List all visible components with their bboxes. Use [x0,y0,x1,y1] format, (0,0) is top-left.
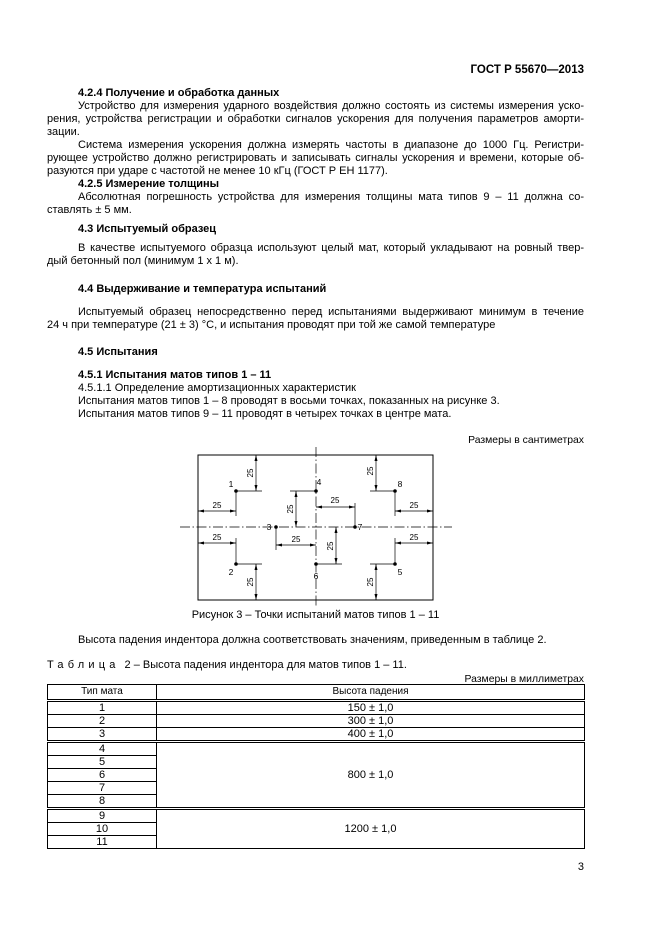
mat-type-cell: 5 [48,756,157,769]
mat-type-cell: 1 [48,701,157,715]
column-header-mat-type: Тип мата [48,685,157,701]
dimension-label: 25 [366,466,375,476]
section-heading: 4.3 Испытуемый образец [78,223,217,235]
dimension-label: 25 [330,496,340,505]
paragraph-line: зации. [47,126,80,138]
test-point-label: 2 [228,567,234,577]
test-point-1 [234,489,238,493]
paragraph-line: рующее устройство должно регистрировать и записывать сигналы ускорения и времени, которые об- [47,152,584,164]
table-header-row [48,685,585,701]
table-row [48,742,585,756]
paragraph-line: Высота падения индентора должна соответствовать значениям, приведенным в таблице 2. [78,634,547,646]
paragraph-line: Испытуемый образец непосредственно перед испытаниями выдерживают минимум в течение [78,306,584,318]
mat-type-cell: 8 [48,795,157,809]
mat-type-cell: 2 [48,715,157,728]
figure-caption: Рисунок 3 – Точки испытаний матов типов 1 – 11 [191,609,440,621]
drop-height-cell: 800 ± 1,0 [157,742,585,809]
column-header-drop-height: Высота падения [157,685,585,701]
test-point-5 [393,562,397,566]
mat-type-cell: 10 [48,823,157,836]
mat-type-cell: 9 [48,809,157,823]
paragraph-line: Система измерения ускорения должна измерять частоты в диапазоне до 1000 Гц. Регистри- [78,139,584,151]
drop-height-cell: 1200 ± 1,0 [157,809,585,849]
table-caption [47,659,584,672]
paragraph-line: ставлять ± 5 мм. [47,204,132,216]
dimension-label: 25 [286,504,295,514]
table-dimensions-note: Размеры в миллиметрах [464,674,584,685]
section-heading: 4.5.1 Испытания матов типов 1 – 11 [78,369,272,381]
test-point-label: 8 [397,479,403,489]
paragraph-line: Абсолютная погрешность устройства для измерения толщины мата типов 9 – 11 должна со- [78,191,584,203]
dimension-label: 25 [409,533,419,542]
dimension-label: 25 [366,577,375,587]
section-heading: 4.2.4 Получение и обработка данных [78,87,280,99]
dimension-label: 25 [291,535,301,544]
drop-height-table [47,684,585,849]
table-row [48,809,585,823]
table-title: 2 – Высота падения индентора для матов типов 1 – 11. [124,659,407,671]
test-point-label: 4 [316,477,322,487]
table-row [48,701,585,715]
paragraph-line: В качестве испытуемого образца используют целый мат, который укладывают на ровный твер- [78,242,584,254]
test-point-label: 5 [397,567,403,577]
mat-type-cell: 3 [48,728,157,742]
test-point-label: 7 [357,522,363,532]
mat-type-cell: 6 [48,769,157,782]
table-row [48,728,585,742]
table-head [48,685,585,701]
test-point-label: 3 [266,522,272,532]
paragraph-line: разуются при ударе с частотой не менее 10 кГц (ГОСТ Р ЕН 1177). [47,165,388,177]
test-point-8 [393,489,397,493]
paragraph-line: дый бетонный пол (минимум 1 х 1 м). [47,255,239,267]
table-row [48,715,585,728]
figure-dimensions-note: Размеры в сантиметрах [468,435,584,446]
test-point-3 [274,525,278,529]
section-heading: 4.4 Выдерживание и температура испытаний [78,283,327,295]
paragraph-line: Испытания матов типов 1 – 8 проводят в восьми точках, показанных на рисунке 3. [78,395,500,407]
dimension-label: 25 [409,501,419,510]
paragraph-line: рения, устройства регистрации и обработки сигналов ускорения для получения параметров аморти- [47,113,584,125]
test-point-6 [314,562,318,566]
document-code: ГОСТ Р 55670—2013 [470,64,584,76]
dimension-label: 25 [212,533,222,542]
section-heading: 4.2.5 Измерение толщины [78,178,220,190]
subsection-heading: 4.5.1.1 Определение амортизационных характеристик [78,382,356,394]
dimension-label: 25 [246,468,255,478]
drop-height-cell: 150 ± 1,0 [157,701,585,715]
mat-type-cell: 7 [48,782,157,795]
paragraph-line: Устройство для измерения ударного воздействия должно состоять из системы измерения уско- [78,100,584,112]
test-point-label: 6 [313,571,319,581]
test-point-label: 1 [228,479,234,489]
test-point-2 [234,562,238,566]
figure-3-diagram [170,440,470,615]
paragraph-line: Испытания матов типов 9 – 11 проводят в четырех точках в центре мата. [78,408,452,420]
paragraph-line: 24 ч при температуре (21 ± 3) °С, и испытания проводят при той же самой температуре [47,319,496,331]
page-number: 3 [577,861,584,873]
mat-type-cell: 11 [48,836,157,849]
dimension-label: 25 [246,577,255,587]
dimension-label: 25 [212,501,222,510]
table-label: Таблица [47,659,120,671]
mat-type-cell: 4 [48,742,157,756]
section-heading: 4.5 Испытания [78,346,158,358]
test-point-4 [314,489,318,493]
test-point-7 [353,525,357,529]
dimension-label: 25 [326,541,335,551]
drop-height-cell: 400 ± 1,0 [157,728,585,742]
drop-height-cell: 300 ± 1,0 [157,715,585,728]
table-body [48,701,585,849]
